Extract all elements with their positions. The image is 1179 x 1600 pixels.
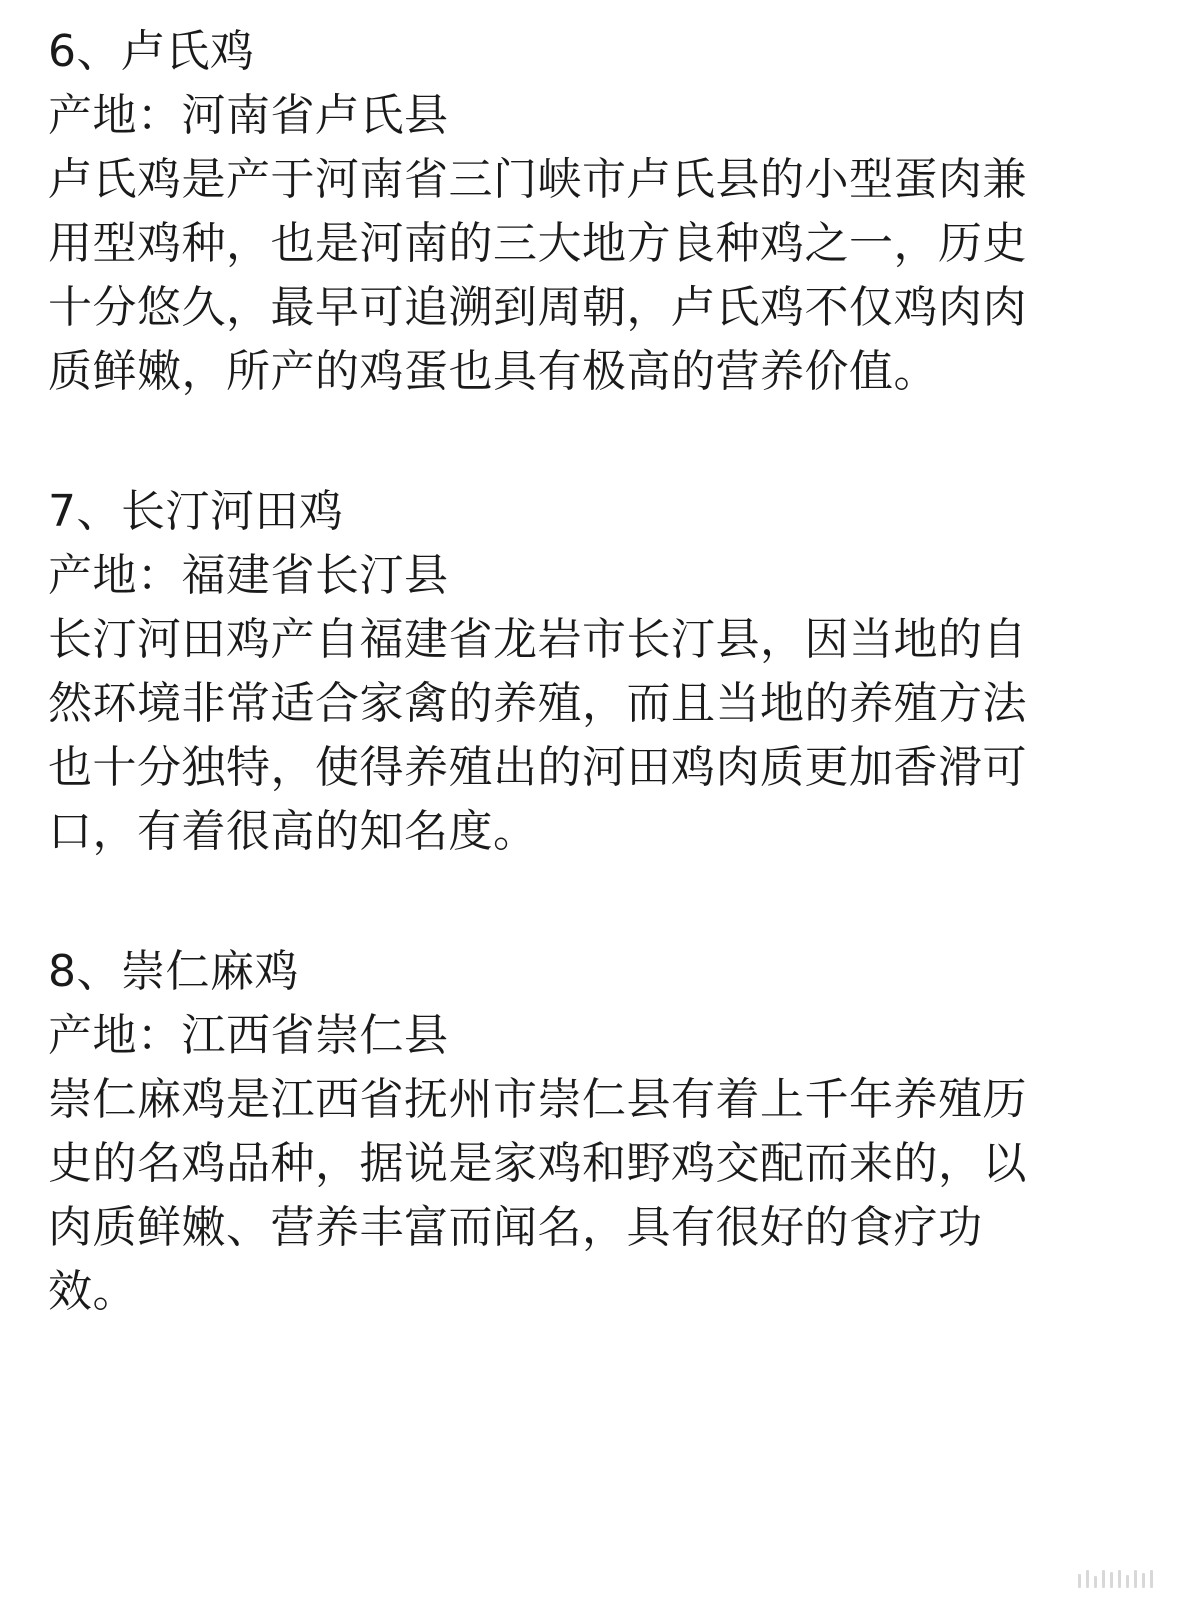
description-line: 长汀河田鸡产自福建省龙岩市长汀县，因当地的自	[48, 614, 1027, 665]
section-changting-hetian-chicken	[48, 480, 1123, 864]
description-line: 史的名鸡品种，据说是家鸡和野鸡交配而来的，以	[48, 1138, 1027, 1189]
section-description	[48, 1068, 1123, 1324]
description-line: 崇仁麻鸡是江西省抚州市崇仁县有着上千年养殖历	[48, 1074, 1027, 1125]
description-line: 效。	[48, 1266, 137, 1317]
description-line: 也十分独特，使得养殖出的河田鸡肉质更加香滑可	[48, 742, 1027, 793]
description-line: 肉质鲜嫩、营养丰富而闻名，具有很好的食疗功	[48, 1202, 983, 1253]
description-line: 质鲜嫩，所产的鸡蛋也具有极高的营养价值。	[48, 346, 938, 397]
watermark-barcode-icon	[1078, 1570, 1153, 1588]
article-body	[48, 20, 1123, 1324]
section-origin: 产地：江西省崇仁县	[48, 1010, 449, 1061]
section-description	[48, 148, 1123, 404]
description-line: 口，有着很高的知名度。	[48, 806, 538, 857]
section-description	[48, 608, 1123, 864]
section-heading: 7、长汀河田鸡	[48, 486, 344, 537]
section-heading: 6、卢氏鸡	[48, 26, 255, 77]
section-origin: 产地：福建省长汀县	[48, 550, 449, 601]
section-chongren-ma-chicken	[48, 940, 1123, 1324]
description-line: 十分悠久，最早可追溯到周朝，卢氏鸡不仅鸡肉肉	[48, 282, 1027, 333]
description-line: 卢氏鸡是产于河南省三门峡市卢氏县的小型蛋肉兼	[48, 154, 1027, 205]
section-origin: 产地：河南省卢氏县	[48, 90, 449, 141]
description-line: 用型鸡种，也是河南的三大地方良种鸡之一，历史	[48, 218, 1027, 269]
section-heading: 8、崇仁麻鸡	[48, 946, 299, 997]
description-line: 然环境非常适合家禽的养殖，而且当地的养殖方法	[48, 678, 1027, 729]
section-lushi-chicken	[48, 20, 1123, 404]
